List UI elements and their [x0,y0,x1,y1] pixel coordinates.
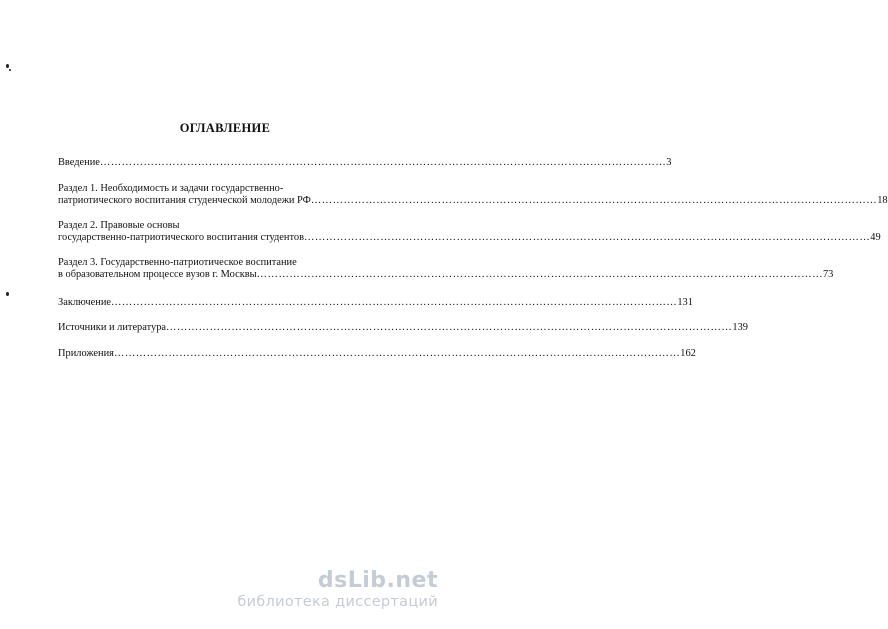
leader-dots: ………………………………………………………………………………………………………………………………………… [256,269,823,280]
scan-speck [6,292,9,296]
toc-page-number: 162 [680,347,696,359]
toc-entry-title: Приложения [58,347,114,359]
toc-page-number: 131 [677,296,693,308]
toc-entry-title: Раздел 3. Государственно-патриотическое воспитание [58,256,297,268]
leader-dots: ………………………………………………………………………………………………………………………………………… [99,157,667,168]
toc-entry [58,296,693,310]
toc-entry-title: государственно-патриотического воспитания студентов [58,232,304,243]
leader-dots: ………………………………………………………………………………………………………………………………………… [310,195,878,206]
leader-dots: ………………………………………………………………………………………………………………………………………… [166,322,733,333]
toc-entry-title: Раздел 1. Необходимость и задачи государственно- [58,182,284,194]
table-of-contents [58,157,888,360]
toc-entry [58,219,881,245]
scan-speck [9,69,11,71]
toc-page-number: 139 [732,322,748,333]
scan-speck [6,64,9,68]
toc-entry [58,347,696,361]
toc-page-number: 73 [822,269,834,280]
toc-page-number: 3 [666,157,672,168]
toc-entry [58,182,888,208]
toc-page-number: 18 [877,195,888,206]
watermark [237,569,438,611]
toc-entry-title: Заключение [58,296,111,308]
toc-page-number: 49 [870,232,881,243]
leader-dots: ………………………………………………………………………………………………………………………………………… [303,232,871,243]
toc-entry-title: Источники и литература [58,322,166,333]
page-title: ОГЛАВЛЕНИЕ [179,121,271,135]
toc-entry-title: патриотического воспитания студенческой молодежи РФ [58,195,311,206]
leader-dots: ………………………………………………………………………………………………………………………………………… [111,296,678,308]
toc-entry [58,157,672,170]
watermark-subtitle: библиотека диссертаций [237,594,438,610]
toc-entry-title: Раздел 2. Правовые основы [58,219,180,231]
leader-dots: ………………………………………………………………………………………………………………………………………… [113,347,681,359]
toc-entry-title: в образовательном процессе вузов г. Москвы [58,269,257,280]
toc-entry [58,256,834,282]
watermark-logo: dsLib.net [317,568,438,593]
toc-entry [58,322,748,335]
toc-entry-title: Введение [58,157,100,168]
